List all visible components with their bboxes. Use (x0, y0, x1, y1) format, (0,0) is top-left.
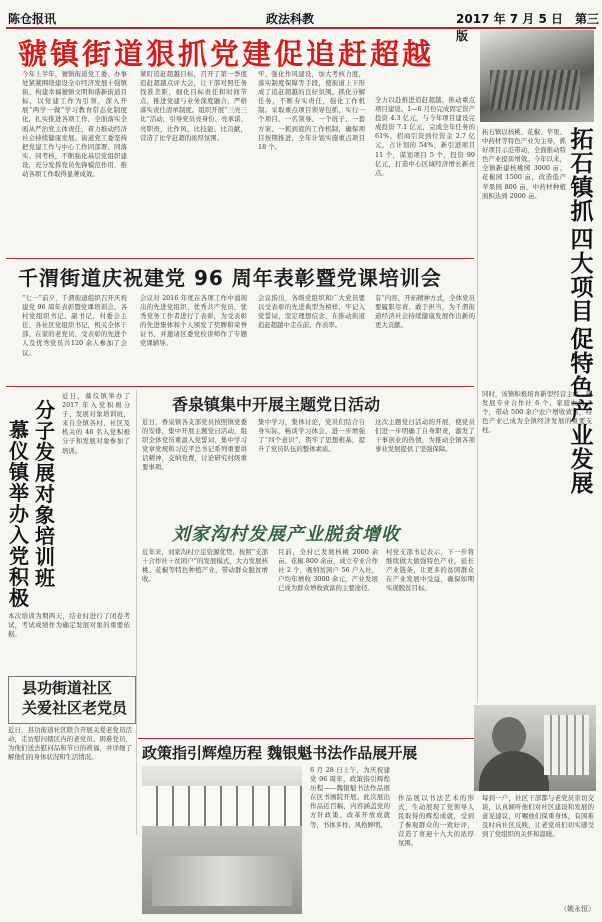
a6-col3: 村党支部书记表示，下一步将继续做大做强特色产业，延长产业链条，让更多的贫困群众在产业发展中受益，确保如期实现脱贫目标。 (386, 548, 474, 593)
divider-right (477, 125, 478, 703)
a2-col2: 会议对 2016 年度在各项工作中涌现出的先进党组织、优秀共产党员、优秀党务工作者进行了表彰，为受表彰的先进集体和个人颁发了奖牌和荣誉证书，并邀请区委党校讲师作了专题党课辅导。 (140, 294, 247, 348)
divider-left (136, 390, 137, 835)
headline-a8-part3: 促 特 色 产 业 发 展 (570, 327, 594, 497)
headline-a6: 刘家沟村发展产业脱贫增收 (172, 524, 400, 545)
headline-a2: 千渭街道庆祝建党 96 周年表彰暨党课培训会 (18, 266, 442, 290)
exhibition-photo (142, 766, 302, 914)
a6-col2: 目前，全村已发展核桃 2000 余亩、花椒 800 余亩，成立专业合作社 2 个，吸纳贫困户 56 户入社，户均年增收 3000 余元，产业发展已成为群众增收致富的主要途径。 (278, 548, 378, 593)
section-name: 政法科教 (266, 12, 315, 26)
a2-col4: 有“内容、开拓精神方式，全体党员要履职尽责、敢于担当，为千渭街道经济社会持续健康发展作出新的更大贡献。 (375, 294, 475, 330)
a8-col2: 同时，该镇积极培育新型经营主体，新发展专业合作社 6 个、家庭农场 3 个，带动 500 余户农户增收致富，特色产业已成为全镇经济发展的重要支柱。 (482, 390, 592, 435)
a1-col4: 全力以赴推进追赶超越，推动重点项目建设。1—6 月份完成固定资产投资 4.3 亿元，与今年项目建设完成投资 7.1 亿元，完成全年任务的 61%，招商引资到位资金 2.7 亿元，占计划的 54%，新引进项目 11 个，谋划项目 5 个，投资 99 亿元，打造中心区域经济增长新亮点。 (375, 96, 475, 177)
a7-col1: 6 月 28 日上午，为庆祝建党 96 周年，政策指引辉煌历程——魏银魁书法作品展在区书画院开展。此次展出作品近百幅，内容涵盖党的方针政策、改革开放成就等，书体多样，风格鲜明。 (310, 766, 390, 829)
a6-col1: 近年来，刘家沟村立足资源优势，按照“支部＋合作社＋贫困户”的发展模式，大力发展核桃、花椒等特色种植产业，带动群众脱贫增收。 (142, 548, 268, 584)
a8-col1: 拓石镇以核桃、花椒、苹果、中药材等特色产业为主导，抓好项目示范带动，全面推动特色产业提质增效。今年以来，全镇新建核桃园 3000 亩、花椒园 1500 亩，改造低产苹果园 800 亩，中药材种植面积达到 2000 亩。 (482, 128, 566, 200)
a4-col2: 集中学习，集体讨论，党员们结合自身实际，畅谈学习体会，进一步增强了“四个意识”，筑牢了思想根基，提升了党员队伍的整体素质。 (258, 418, 365, 454)
headline-a3-col1: 分 子 发 展 对 象 培 训 班 (35, 398, 55, 590)
headline-a5: 县功街道社区 关爱社区老党员 (22, 679, 128, 717)
a1-col1: 今年上半年，虢镇街道党工委、办事处紧紧围绕建设全市经济发展十强镇街、构建幸福虢镇文明和谐新街道目标，以党建工作为引领，深入开展“两学一做”学习教育常态化制度化，扎实推进各项工作，全面落实全面从严治党主体责任，着力推动经济社会持续健康发展。街道党工委坚持把党建工作与中心工作同部署、同落实、同考核，不断强化基层党组织建设，充分发挥党员先锋模范作用，推动各项工作取得显著成效。 (22, 70, 127, 179)
page-header (0, 0, 602, 43)
headline-a8-part2: 四 大 项 目 (570, 227, 594, 325)
a7-col2: 作品展以书法艺术的形式，生动展现了党领导人民取得的辉煌成就，受到了参观群众的一致好评，营造了喜迎十九大的浓厚氛围。 (398, 794, 474, 848)
a4-col3: 这次主题党日活动的开展，使党员们进一步明确了自身职责，激发了干事创业的热情，为推动全镇各项事业发展提供了坚强保障。 (375, 418, 475, 454)
a1-col2: 紧盯追赶超越目标，召开了第一季度追赶超越点评大会，让干部对照任务找准差距，细化目标责任和时间节点，推进党建与业务深度融合，严格落实责任清单制度。组织开展“三亮三比”活动，引导党员亮身份、亮承诺、亮职责，比作风、比技能、比贡献，营造了比学赶超的浓厚氛围。 (140, 70, 247, 142)
date-page: 2017 年 7 月 5 日 第三版 (456, 12, 599, 43)
headline-a1: 虢镇街道狠抓党建促追赶超越 (18, 37, 435, 71)
divider-a2 (6, 258, 474, 259)
headline-a7: 政策指引辉煌历程 魏银魁书法作品展开展 (142, 744, 418, 762)
a3-col1: 近日，慕仪镇举办了 2017 年入党积极分子、发展对象培训班，来自全镇各村、社区及机关的 46 名入党积极分子和发展对象参加了培训。 (62, 392, 130, 455)
a2-col1: “七一”前夕，千渭街道组织召开庆祝建党 96 周年表彰暨党课培训会。各村党组织书记、副书记、村委会主任、各社区党组织书记，机关全体干部、在家的老党员、受表彰的先进个人及优秀党员共120 余人参加了会议。 (22, 294, 127, 357)
headline-a8-part1: 拓 石 镇 抓 (570, 127, 594, 225)
newspaper-name: 陈仓报讯 (8, 12, 57, 26)
headline-a4: 香泉镇集中开展主题党日活动 (172, 395, 381, 414)
divider-a3 (6, 386, 474, 387)
a4-col1: 近日，香泉镇各支部党员按照镇党委的安排，集中开展主题党日活动，组织全体党员重温入党誓词、集中学习党章党规和习近平总书记系列重要讲话精神，交纳党费，讨论研究村级重要事项。 (142, 418, 247, 472)
a1-col3: 牢、强化作风建设，加大考核力度，落实制度保障等手段，使街道上下形成了追赶超越的良好氛围。抓化分解任务，不断夯实责任，强化工作机制。采取重点项目领导包抓、实行一个项目、一名领导、一个班子、一套方案、一抓到底的工作机制，确保项目按期推进，全年计划实施重点项目 18 个。 (258, 70, 365, 151)
portrait-photo (474, 705, 596, 791)
divider-a7 (138, 738, 474, 739)
a2-col3: 会议指出，各级党组织和广大党员要以受表彰的先进典型为榜样，牢记入党誓词，坚定理想信念，在推动街道追赶超越中走在前、作表率。 (258, 294, 365, 330)
field-photo (480, 30, 594, 122)
byline: （姚永恒） (560, 905, 595, 913)
headline-a3-col2: 慕 仪 镇 举 办 入 党 积 极 (9, 418, 29, 610)
a3-col2: 本次培训为期两天，结业时进行了闭卷考试，考试成绩作为确定发展对象的重要依据。 (8, 612, 130, 639)
a7-col3: 每到一户，社区干部都与老党员亲切交谈，认真倾听他们对社区建设和发展的意见建议，叮嘱他们保重身体，有困难及时向社区反映，让老党员们切实感受到了党组织的关怀和温暖。 (482, 794, 594, 839)
header-rule (6, 27, 596, 29)
a5-col1: 近日，县功街道社区联合开展关爱老党员活动，走访慰问辖区内的老党员、困难党员，为他们送去慰问品和节日的祝福，并详细了解他们的身体状况和生活情况。 (8, 726, 132, 762)
